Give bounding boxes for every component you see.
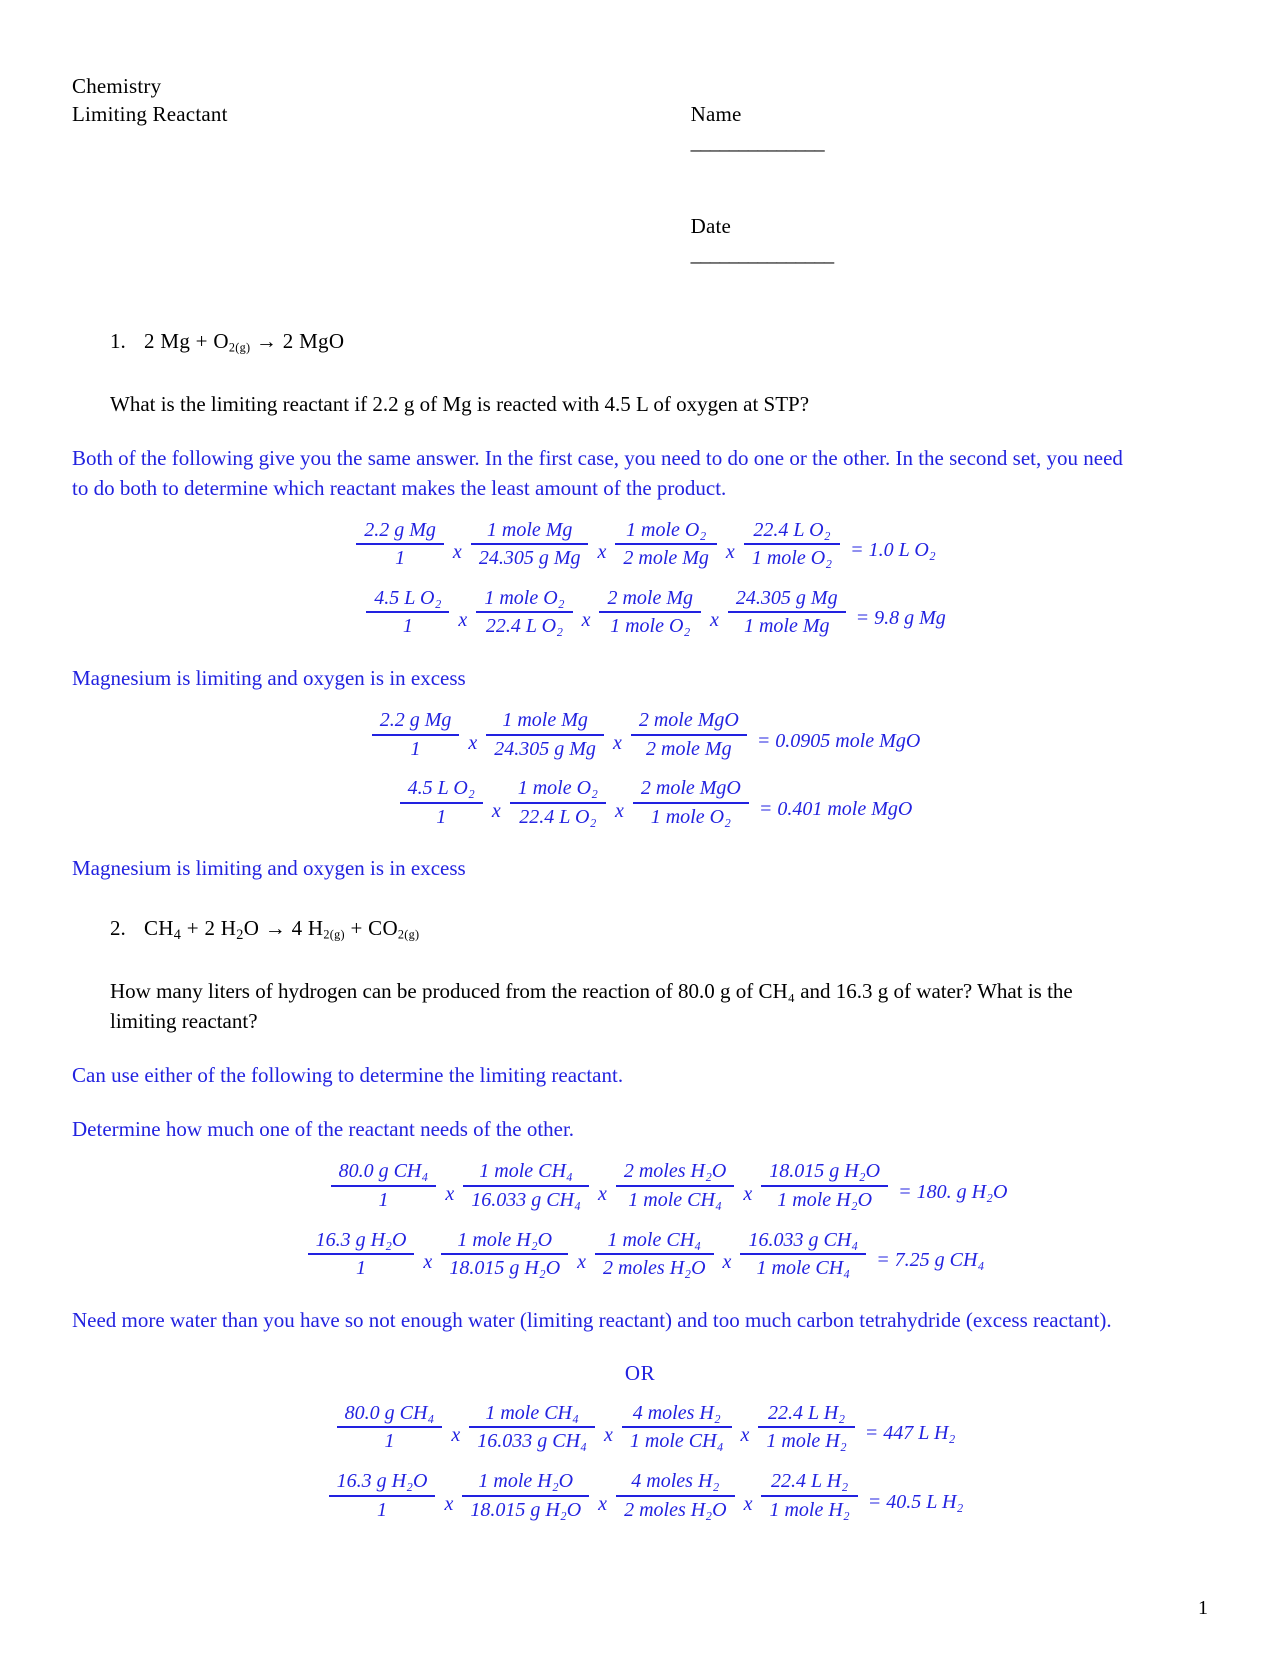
equation-eq3 bbox=[72, 709, 1208, 761]
equation-eq8 bbox=[72, 1470, 1208, 1522]
multiply-symbol: x bbox=[598, 1492, 608, 1515]
equation-result: = 40.5 L H₂ bbox=[867, 1490, 964, 1513]
factor-denominator: 1 bbox=[372, 734, 460, 762]
factor-numerator: 4.5 L O₂ bbox=[374, 586, 442, 609]
conversion-factor bbox=[331, 1160, 437, 1212]
problem-2-equation-row bbox=[110, 913, 1208, 950]
problem-2-chemical-equation: $CH_4 + 2$ $H_2O \to 4$ $H_{2(g)} + CO_{2(g)}$ bbox=[144, 916, 420, 944]
factor-denominator: 24.305 g Mg bbox=[471, 543, 589, 571]
conversion-factor bbox=[366, 587, 449, 639]
multiply-symbol: x bbox=[423, 1251, 433, 1274]
header-right-block bbox=[647, 72, 1208, 296]
equation-eq2 bbox=[72, 587, 1208, 639]
factor-denominator: 1 mole O₂ bbox=[599, 611, 701, 639]
multiply-symbol: x bbox=[468, 731, 478, 754]
factor-numerator: 4 moles H₂ bbox=[631, 1469, 720, 1492]
factor-denominator: 22.4 L O₂ bbox=[476, 611, 572, 639]
factor-numerator: 22.4 L O₂ bbox=[753, 518, 831, 541]
factor-numerator: 16.3 g H₂O bbox=[336, 1469, 428, 1492]
factor-numerator: 1 mole O₂ bbox=[626, 518, 707, 541]
worksheet-topic: Limiting Reactant bbox=[72, 102, 228, 126]
conversion-factor bbox=[616, 1160, 735, 1212]
problem-1-question: What is the limiting reactant if 2.2 g of Mg is reacted with 4.5 L of oxygen at STP? bbox=[110, 391, 810, 416]
name-label: Name bbox=[690, 102, 742, 126]
conversion-factor bbox=[728, 587, 846, 639]
conversion-factor bbox=[616, 1470, 735, 1522]
conversion-factor bbox=[615, 519, 717, 571]
or-separator-label: OR bbox=[624, 1360, 656, 1385]
conversion-factor bbox=[471, 519, 589, 571]
problem-1-intro-note: Both of the following give you the same answer. In the first case, you need to do one or the other. In the second set, you need to do both to determine which reactant makes the least amount of the product. bbox=[72, 445, 1123, 500]
conversion-factor bbox=[631, 709, 747, 761]
multiply-symbol: x bbox=[614, 799, 624, 822]
conversion-factor bbox=[599, 587, 701, 639]
name-blank-line[interactable]: ______________ bbox=[690, 130, 824, 154]
factor-numerator: 4.5 L O₂ bbox=[407, 777, 475, 800]
conversion-factor bbox=[761, 1160, 888, 1212]
factor-denominator: 16.033 g CH₄ bbox=[469, 1426, 595, 1454]
conversion-factor bbox=[372, 709, 460, 761]
multiply-symbol: x bbox=[597, 541, 607, 564]
multiply-symbol: x bbox=[743, 1182, 753, 1205]
factor-denominator: 16.033 g CH₄ bbox=[463, 1185, 589, 1213]
multiply-symbol: x bbox=[458, 609, 468, 632]
factor-denominator: 1 mole O₂ bbox=[744, 543, 840, 571]
conversion-factor bbox=[740, 1229, 866, 1281]
problem-2-determine-note: Determine how much one of the reactant needs of the other. bbox=[72, 1117, 575, 1142]
equation-eq5 bbox=[72, 1160, 1208, 1212]
factor-numerator: 2 mole Mg bbox=[607, 586, 694, 609]
multiply-symbol: x bbox=[452, 541, 462, 564]
factor-denominator: 1 bbox=[400, 802, 483, 830]
multiply-symbol: x bbox=[597, 1182, 607, 1205]
multiply-symbol: x bbox=[577, 1251, 587, 1274]
multiply-symbol: x bbox=[710, 609, 719, 632]
equation-result: = 1.0 L O₂ bbox=[850, 539, 936, 562]
factor-numerator: 1 mole H₂O bbox=[457, 1228, 553, 1251]
problem-2-question: How many liters of hydrogen can be produced from the reaction of 80.0 g of CH₄ and 16.3 g of water? What is the limiting reactant? bbox=[110, 979, 1073, 1034]
conversion-factor bbox=[595, 1229, 714, 1281]
factor-numerator: 1 mole CH₄ bbox=[479, 1160, 573, 1183]
date-field-row bbox=[647, 184, 1208, 296]
factor-denominator: 2 mole Mg bbox=[615, 543, 717, 571]
multiply-symbol: x bbox=[722, 1251, 732, 1274]
factor-denominator: 2 moles H₂O bbox=[616, 1495, 735, 1523]
multiply-symbol: x bbox=[740, 1424, 750, 1447]
factor-numerator: 1 mole O₂ bbox=[484, 586, 565, 609]
conversion-factor bbox=[622, 1402, 732, 1454]
problem-1-chemical-equation: 2 $Mg + O_{2(g)} \to 2$ MgO bbox=[144, 329, 345, 355]
factor-denominator: 1 bbox=[337, 1426, 443, 1454]
factor-numerator: 1 mole H₂O bbox=[478, 1469, 574, 1492]
equation-result: = 9.8 g Mg bbox=[855, 607, 946, 630]
equation-result: = 0.401 mole MgO bbox=[758, 797, 913, 820]
multiply-symbol: x bbox=[445, 1182, 455, 1205]
factor-numerator: 24.305 g Mg bbox=[735, 586, 838, 609]
factor-denominator: 2 mole Mg bbox=[631, 734, 747, 762]
problem-1-conclusion-2: Magnesium is limiting and oxygen is in excess bbox=[72, 856, 466, 881]
equation-result: = 180. g H₂O bbox=[898, 1180, 1008, 1203]
problem-2-either-note: Can use either of the following to determine the limiting reactant. bbox=[72, 1063, 624, 1088]
page-number: 1 bbox=[1198, 1597, 1208, 1619]
factor-denominator: 1 bbox=[366, 611, 449, 639]
factor-denominator: 1 bbox=[356, 543, 444, 571]
factor-numerator: 16.033 g CH₄ bbox=[748, 1228, 859, 1251]
factor-denominator: 1 mole H₂ bbox=[761, 1495, 857, 1523]
multiply-symbol: x bbox=[451, 1424, 461, 1447]
factor-numerator: 2 mole MgO bbox=[640, 777, 741, 800]
factor-denominator: 1 bbox=[329, 1495, 436, 1523]
equation-eq4 bbox=[72, 777, 1208, 829]
factor-denominator: 22.4 L O₂ bbox=[510, 802, 606, 830]
factor-numerator: 1 mole Mg bbox=[486, 518, 573, 541]
equation-result: = 7.25 g CH₄ bbox=[876, 1249, 985, 1272]
date-blank-line[interactable]: _______________ bbox=[690, 242, 834, 266]
factor-denominator: 1 mole CH₄ bbox=[616, 1185, 735, 1213]
factor-numerator: 16.3 g H₂O bbox=[315, 1228, 407, 1251]
document-header bbox=[72, 72, 1208, 296]
factor-numerator: 80.0 g CH₄ bbox=[344, 1401, 435, 1424]
multiply-symbol: x bbox=[612, 731, 622, 754]
factor-denominator: 1 mole CH₄ bbox=[740, 1253, 866, 1281]
conversion-factor bbox=[337, 1402, 443, 1454]
multiply-symbol: x bbox=[604, 1424, 613, 1447]
factor-denominator: 24.305 g Mg bbox=[486, 734, 604, 762]
conversion-factor bbox=[476, 587, 572, 639]
factor-denominator: 18.015 g H₂O bbox=[462, 1495, 589, 1523]
factor-denominator: 1 bbox=[308, 1253, 415, 1281]
name-field-row bbox=[647, 72, 1208, 184]
date-label: Date bbox=[690, 214, 732, 238]
factor-denominator: 1 mole H₂O bbox=[761, 1185, 888, 1213]
factor-denominator: 1 mole H₂ bbox=[758, 1426, 854, 1454]
multiply-symbol: x bbox=[581, 609, 591, 632]
factor-numerator: 1 mole CH₄ bbox=[607, 1228, 702, 1251]
factor-numerator: 4 moles H₂ bbox=[632, 1401, 721, 1424]
factor-numerator: 80.0 g CH₄ bbox=[338, 1160, 429, 1183]
problem-2-conclusion-note: Need more water than you have so not enough water (limiting reactant) and too much carbon tetrahydride (excess reactant). bbox=[72, 1307, 1112, 1332]
factor-numerator: 2.2 g Mg bbox=[364, 518, 436, 541]
multiply-symbol: x bbox=[491, 799, 501, 822]
factor-denominator: 1 mole O₂ bbox=[633, 802, 749, 830]
conversion-factor bbox=[469, 1402, 595, 1454]
factor-numerator: 22.4 L H₂ bbox=[771, 1469, 849, 1492]
conversion-factor bbox=[758, 1402, 854, 1454]
multiply-symbol: x bbox=[444, 1492, 454, 1515]
factor-numerator: 2.2 g Mg bbox=[379, 709, 452, 732]
factor-numerator: 2 moles H₂O bbox=[623, 1160, 727, 1183]
conversion-factor bbox=[441, 1229, 568, 1281]
conversion-factor bbox=[356, 519, 444, 571]
factor-numerator: 1 mole Mg bbox=[502, 709, 588, 732]
factor-numerator: 22.4 L H₂ bbox=[767, 1401, 846, 1424]
multiply-symbol: x bbox=[743, 1492, 753, 1515]
conversion-factor bbox=[510, 777, 606, 829]
conversion-factor bbox=[462, 1470, 589, 1522]
equation-eq6 bbox=[72, 1229, 1208, 1281]
header-left-block bbox=[72, 72, 647, 128]
equation-result: = 0.0905 mole MgO bbox=[756, 729, 921, 752]
conversion-factor bbox=[761, 1470, 857, 1522]
problem-1-conclusion-1: Magnesium is limiting and oxygen is in excess bbox=[72, 666, 466, 691]
factor-denominator: 1 bbox=[331, 1185, 437, 1213]
factor-numerator: 1 mole O₂ bbox=[517, 777, 598, 800]
problem-2-number: 2. bbox=[110, 916, 126, 941]
factor-denominator: 1 mole CH₄ bbox=[622, 1426, 732, 1454]
conversion-factor bbox=[486, 709, 604, 761]
factor-denominator: 2 moles H₂O bbox=[595, 1253, 714, 1281]
equation-eq7 bbox=[72, 1402, 1208, 1454]
factor-denominator: 18.015 g H₂O bbox=[441, 1253, 568, 1281]
factor-numerator: 1 mole CH₄ bbox=[485, 1401, 579, 1424]
conversion-factor bbox=[308, 1229, 415, 1281]
factor-numerator: 2 mole MgO bbox=[638, 709, 739, 732]
course-title: Chemistry bbox=[72, 74, 162, 98]
factor-numerator: 18.015 g H₂O bbox=[769, 1160, 881, 1183]
conversion-factor bbox=[744, 519, 840, 571]
conversion-factor bbox=[329, 1470, 436, 1522]
factor-denominator: 1 mole Mg bbox=[728, 611, 846, 639]
multiply-symbol: x bbox=[725, 541, 735, 564]
conversion-factor bbox=[633, 777, 749, 829]
problem-1-number: 1. bbox=[110, 329, 126, 353]
equation-result: = 447 L H₂ bbox=[864, 1422, 956, 1445]
conversion-factor bbox=[463, 1160, 589, 1212]
equation-eq1 bbox=[72, 519, 1208, 571]
problem-1-equation-row bbox=[110, 326, 1208, 363]
conversion-factor bbox=[400, 777, 483, 829]
